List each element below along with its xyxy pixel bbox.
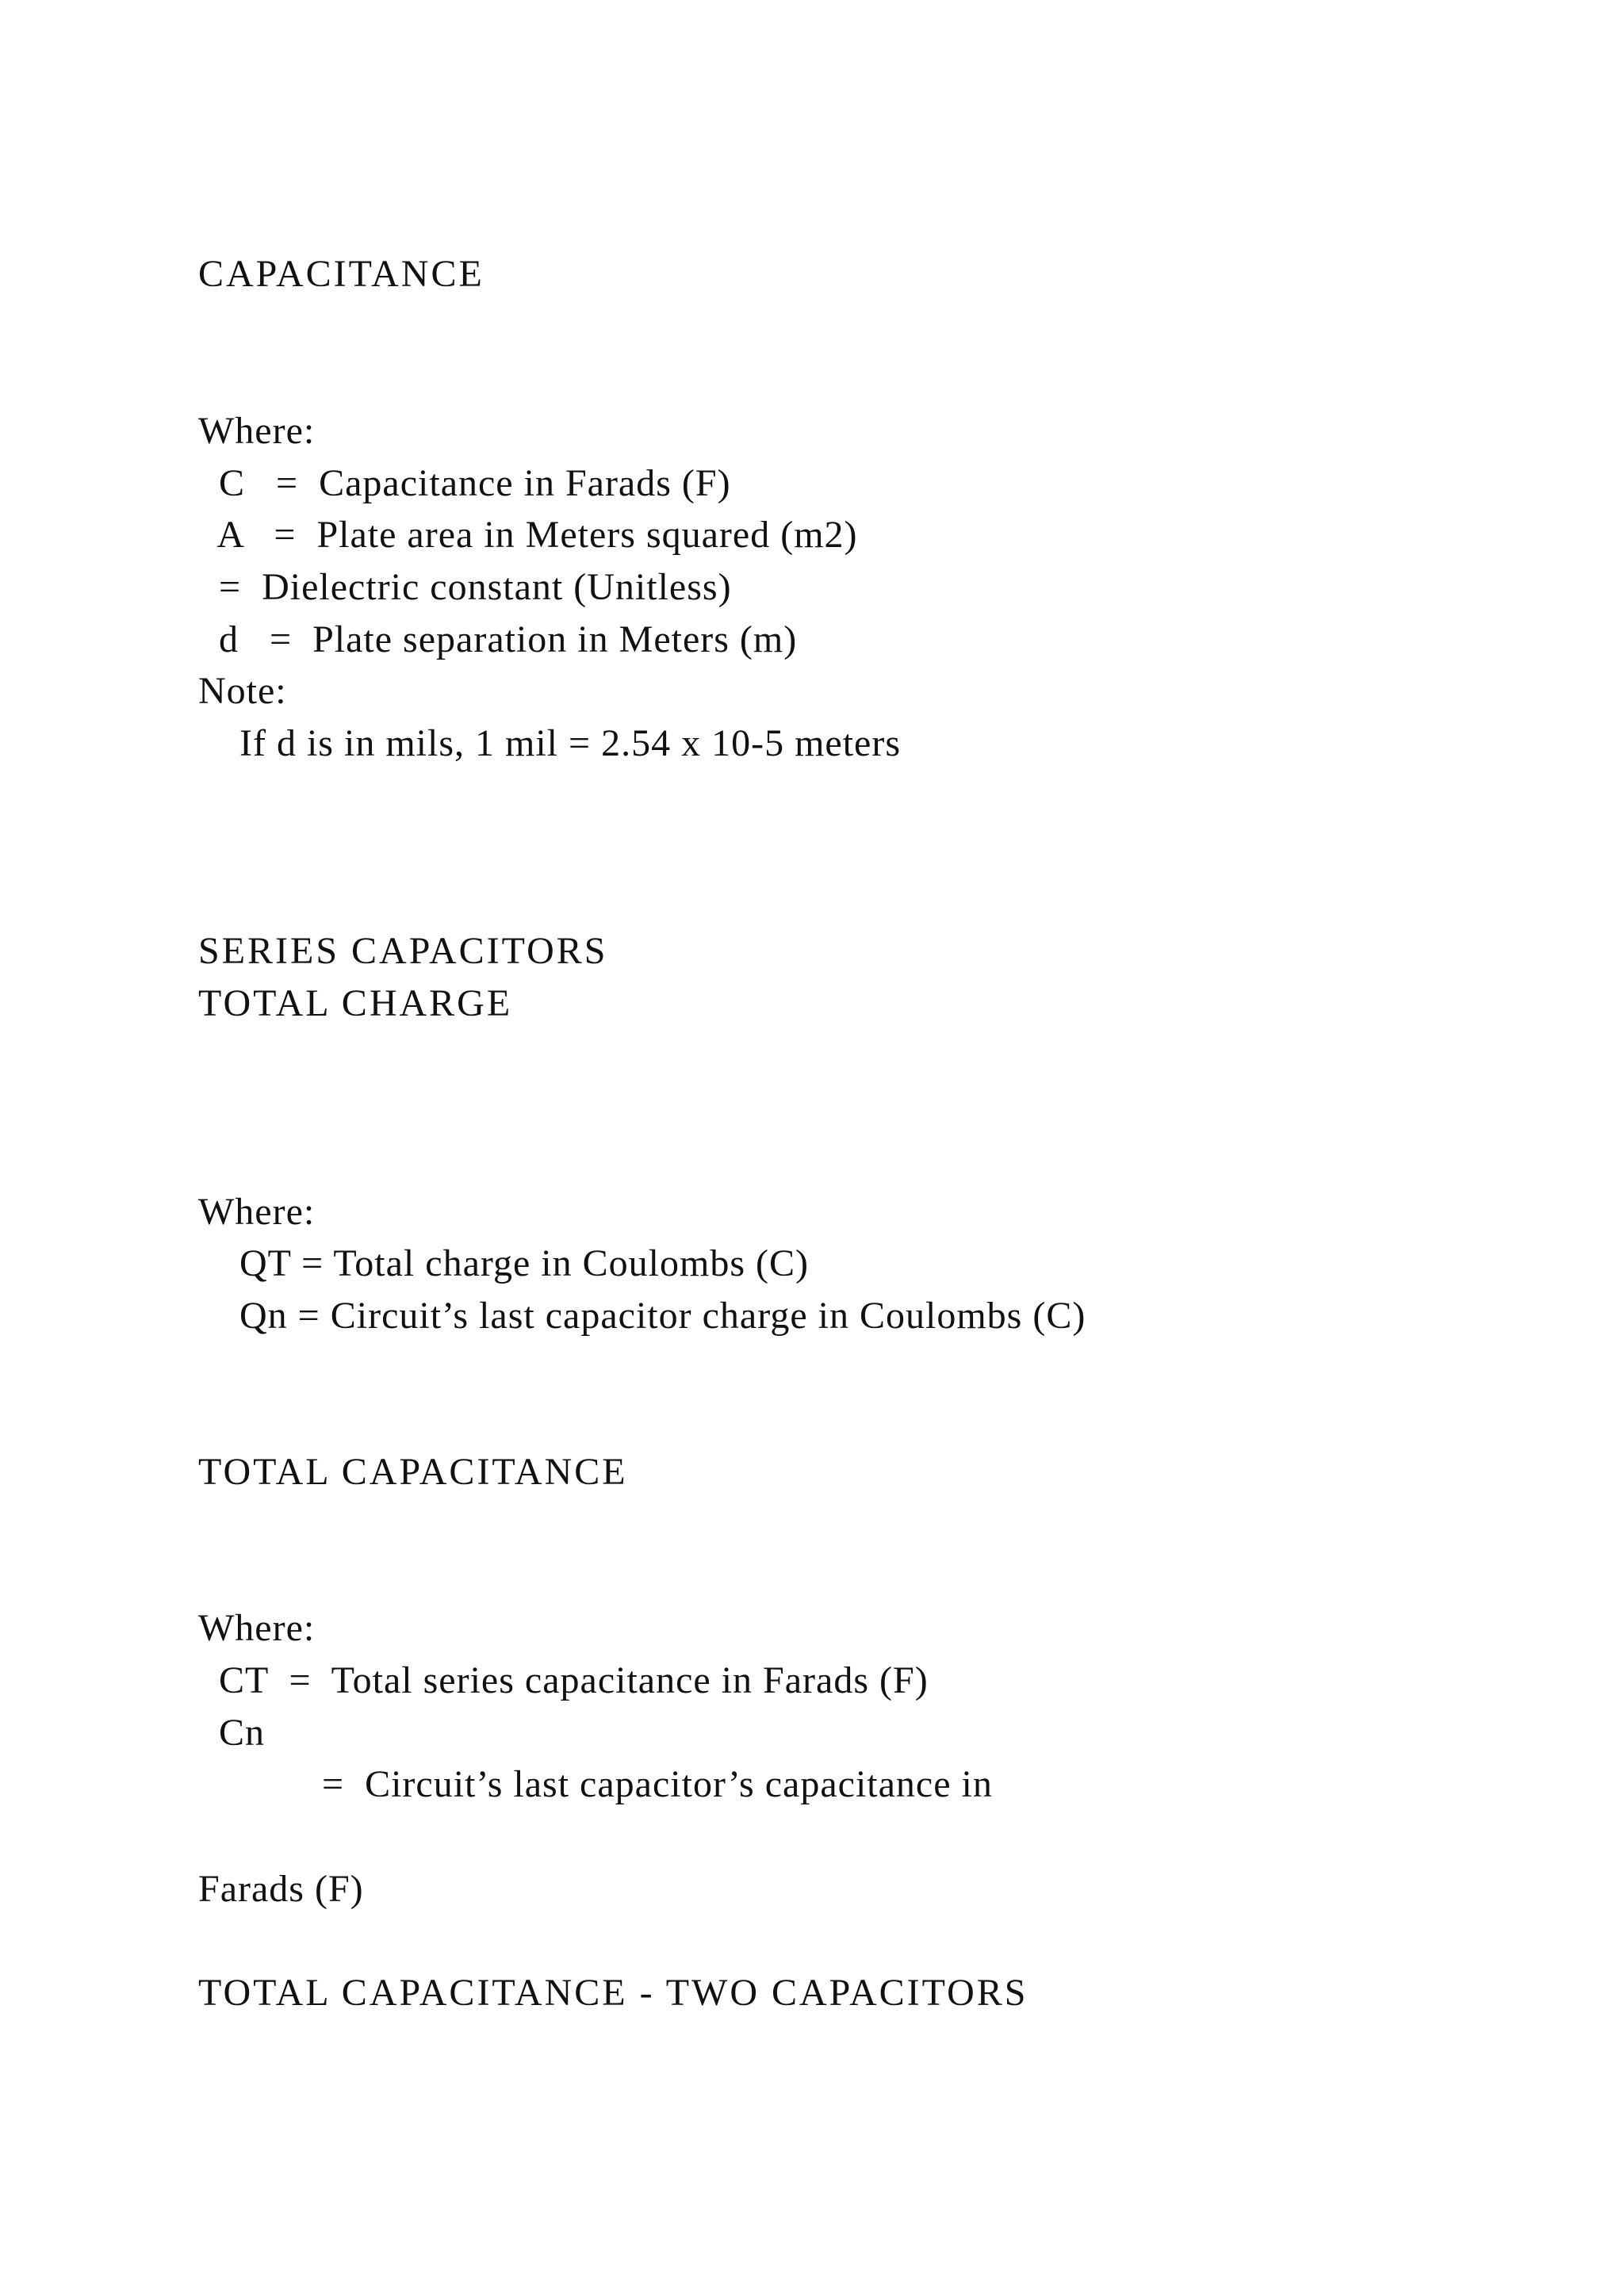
subheading-total-charge: TOTAL CHARGE	[198, 982, 513, 1024]
definition-cn-symbol: Cn	[198, 1712, 266, 1754]
heading-total-capacitance-two-capacitors: TOTAL CAPACITANCE - TWO CAPACITORS	[198, 1972, 1028, 2014]
definition-cn-units: Farads (F)	[198, 1868, 364, 1910]
definition-dielectric: = Dielectric constant (Unitless)	[198, 566, 732, 608]
definition-ct: CT = Total series capacitance in Farads (F)	[198, 1659, 929, 1701]
definition-d: d = Plate separation in Meters (m)	[198, 618, 798, 660]
note-text: If d is in mils, 1 mil = 2.54 x 10-5 meters	[198, 722, 902, 764]
heading-total-capacitance: TOTAL CAPACITANCE	[198, 1451, 628, 1493]
heading-series-capacitors: SERIES CAPACITORS	[198, 930, 608, 972]
heading-capacitance: CAPACITANCE	[198, 253, 485, 295]
definition-c: C = Capacitance in Farads (F)	[198, 462, 731, 504]
where-label-total-charge: Where:	[198, 1191, 316, 1233]
definition-qn: Qn = Circuit’s last capacitor charge in Coulombs (C)	[198, 1295, 1086, 1337]
definition-qt: QT = Total charge in Coulombs (C)	[198, 1242, 809, 1284]
where-label-total-capacitance: Where:	[198, 1607, 316, 1649]
where-label-capacitance: Where:	[198, 410, 316, 452]
definition-a: A = Plate area in Meters squared (m2)	[198, 514, 858, 556]
note-label: Note:	[198, 670, 287, 712]
definition-cn-text: = Circuit’s last capacitor’s capacitance in	[198, 1763, 993, 1805]
